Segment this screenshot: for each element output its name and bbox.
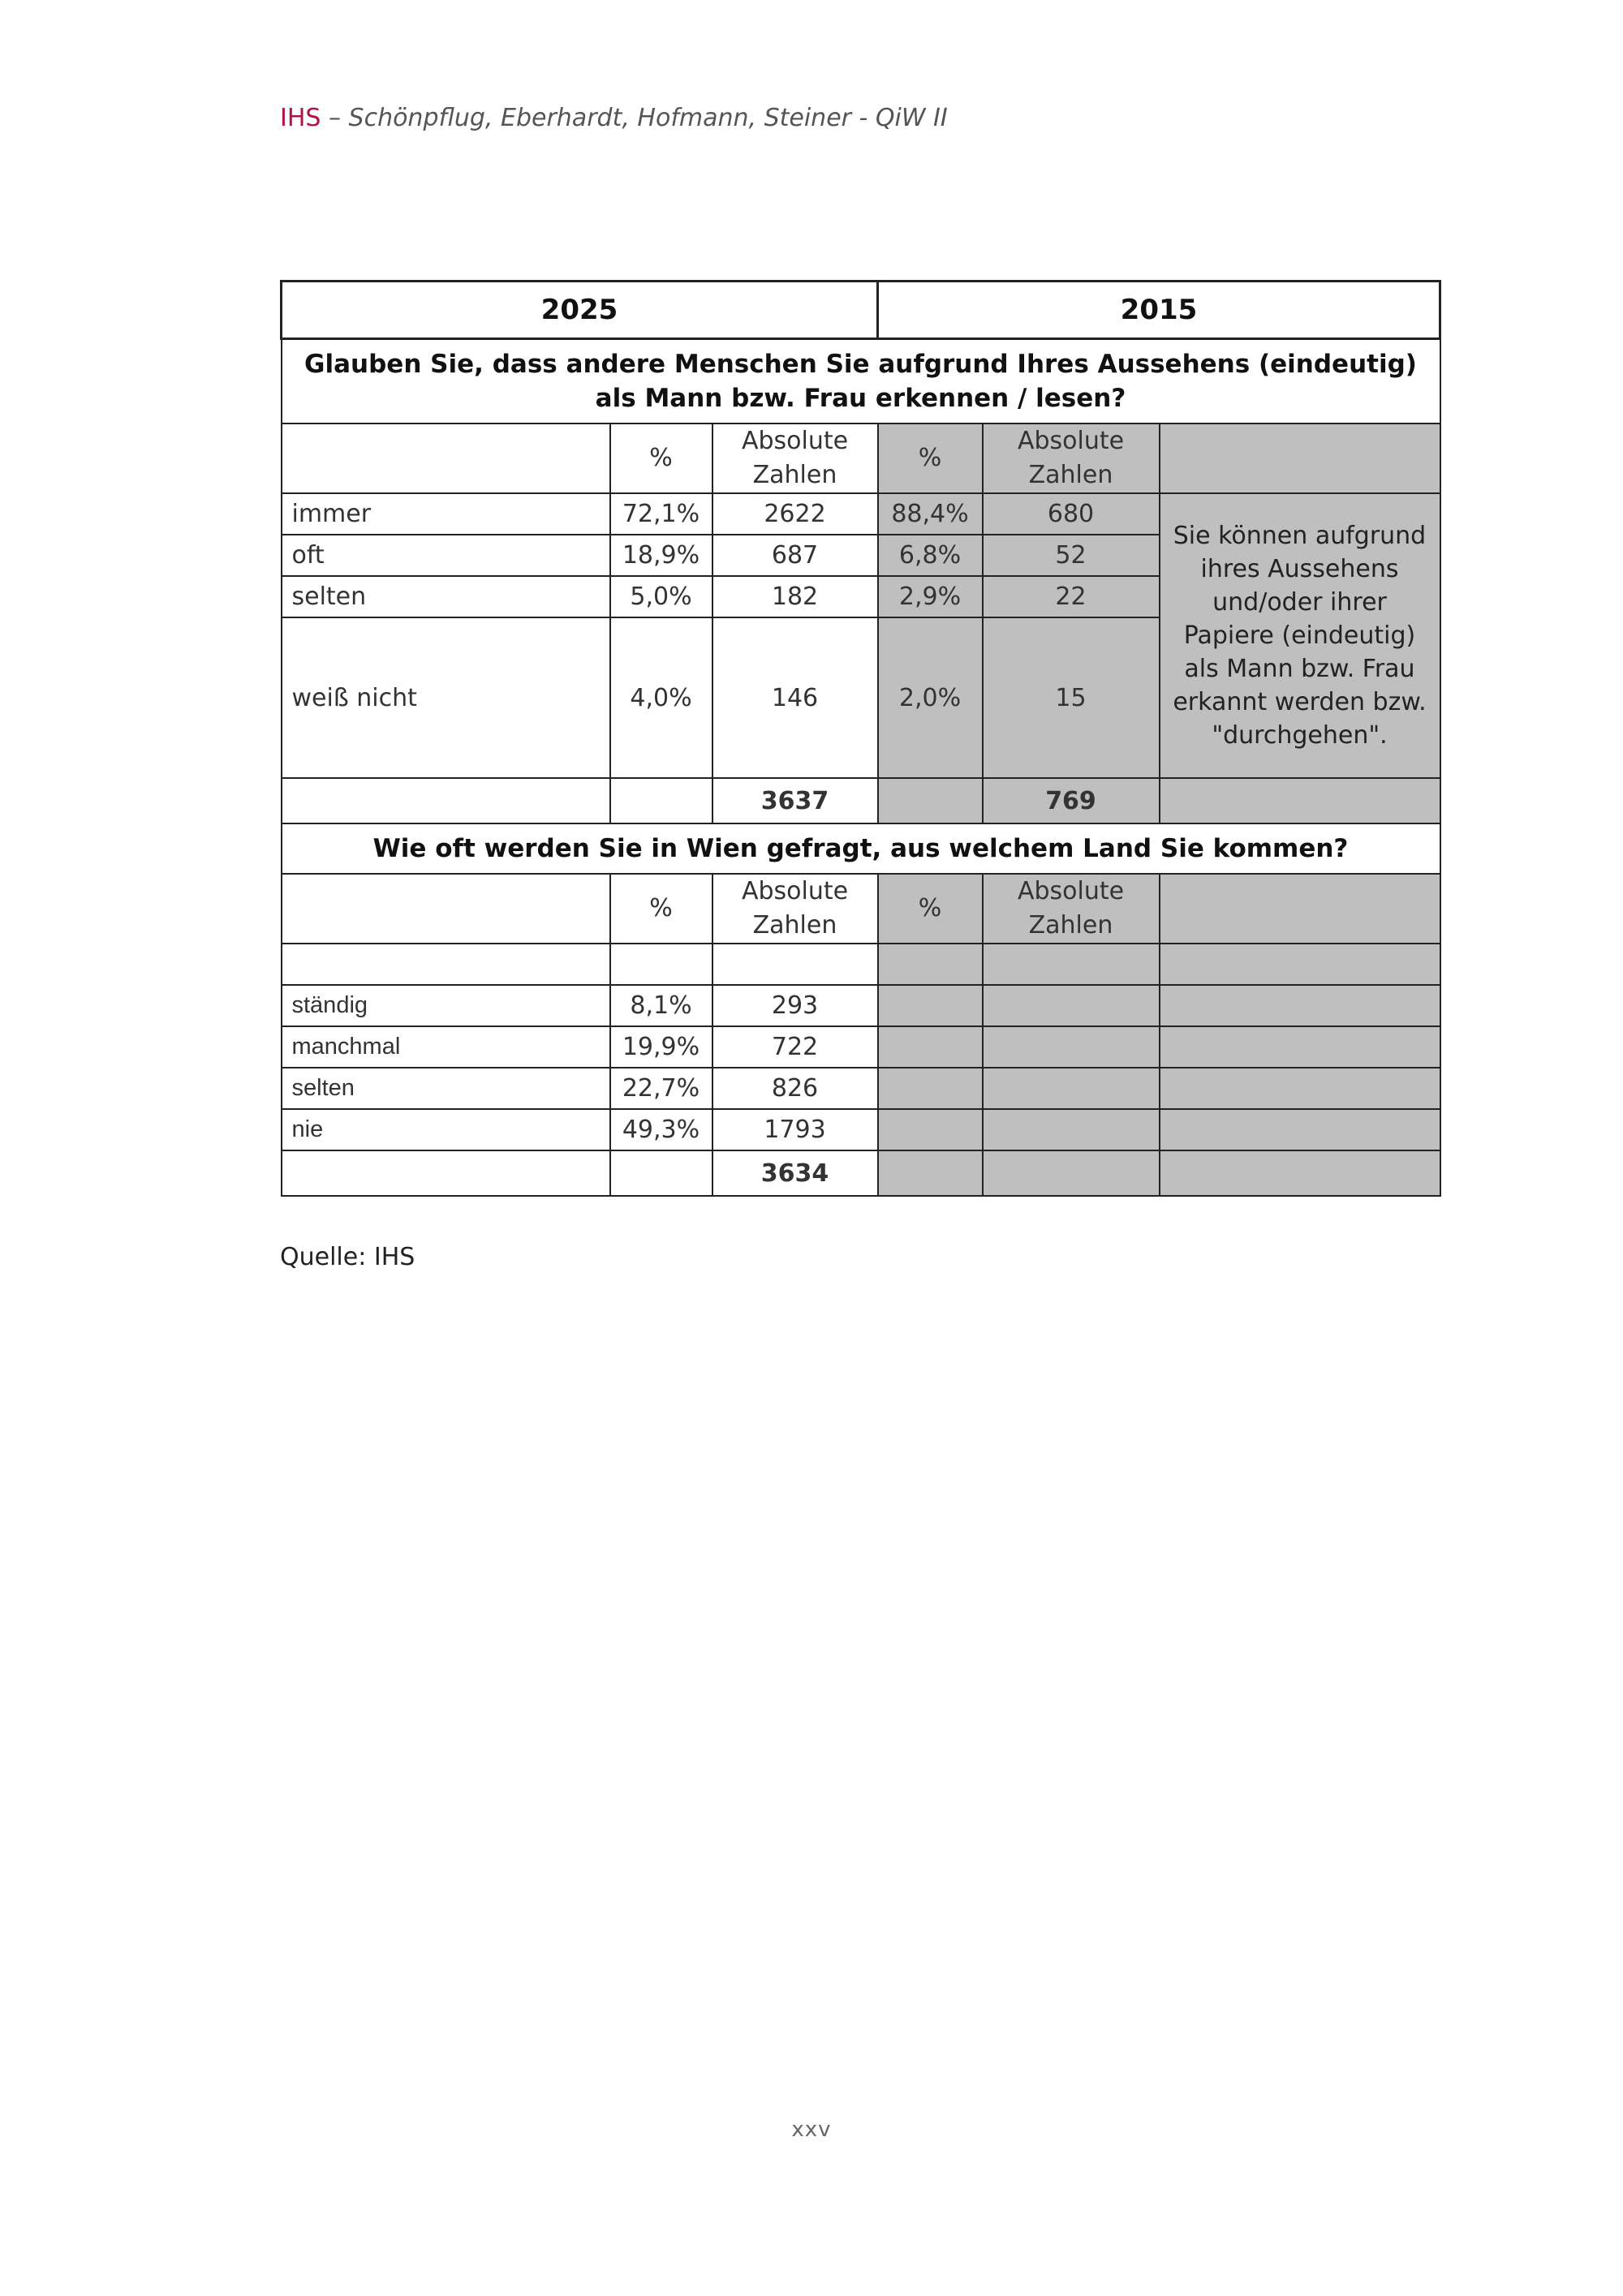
row-label: selten — [282, 1068, 610, 1109]
empty-row — [282, 944, 1440, 985]
blank-cell — [282, 778, 610, 823]
total-2025: 3637 — [712, 778, 878, 823]
blank-cell — [610, 1150, 712, 1196]
running-header — [280, 104, 948, 132]
col-abs-2025: Absolute Zahlen — [712, 874, 878, 944]
blank-cell — [712, 944, 878, 985]
header-authors: Schönpflug, Eberhardt, Hofmann, Steiner - QiW II — [348, 104, 948, 132]
question2-row — [282, 823, 1440, 874]
blank-cell — [983, 1109, 1160, 1150]
table-row — [282, 1068, 1440, 1109]
abs-2025: 2622 — [712, 493, 878, 535]
abs-2025: 722 — [712, 1026, 878, 1068]
row-label: manchmal — [282, 1026, 610, 1068]
header-separator: – — [321, 104, 349, 132]
table-row — [282, 1109, 1440, 1150]
abs-2025: 1793 — [712, 1109, 878, 1150]
question1-row — [282, 339, 1440, 424]
table-row — [282, 1026, 1440, 1068]
col-pct-2015: % — [878, 424, 983, 493]
question1-text: Glauben Sie, dass andere Menschen Sie aufgrund Ihres Aussehens (eindeutig) als Mann bzw. Frau erkennen / lesen? — [282, 339, 1440, 424]
source-note: Quelle: IHS — [280, 1243, 415, 1271]
note-2015: Sie können aufgrund ihres Aussehens und/oder ihrer Papiere (eindeutig) als Mann bzw. Frau erkannt werden bzw. "durchgehen". — [1160, 493, 1440, 778]
pct-2015: 6,8% — [878, 535, 983, 576]
blank-cell — [983, 1150, 1160, 1196]
header-org: IHS — [280, 104, 321, 132]
pct-2025: 4,0% — [610, 617, 712, 778]
blank-cell — [878, 1150, 983, 1196]
pct-2015: 88,4% — [878, 493, 983, 535]
column-header-row-2 — [282, 874, 1440, 944]
pct-2025: 5,0% — [610, 576, 712, 617]
col-abs-2015: Absolute Zahlen — [983, 874, 1160, 944]
blank-cell — [282, 874, 610, 944]
total-row-2 — [282, 1150, 1440, 1196]
pct-2015: 2,0% — [878, 617, 983, 778]
pct-2025: 18,9% — [610, 535, 712, 576]
blank-cell — [878, 1026, 983, 1068]
pct-2025: 72,1% — [610, 493, 712, 535]
pct-2025: 49,3% — [610, 1109, 712, 1150]
col-abs-2015: Absolute Zahlen — [983, 424, 1160, 493]
blank-cell — [983, 1068, 1160, 1109]
total-2025: 3634 — [712, 1150, 878, 1196]
blank-cell — [1160, 1150, 1440, 1196]
year-2025-header: 2025 — [282, 282, 878, 339]
col-pct-2025: % — [610, 874, 712, 944]
row-label: ständig — [282, 985, 610, 1026]
blank-cell — [878, 944, 983, 985]
blank-cell — [1160, 1109, 1440, 1150]
blank-cell — [1160, 778, 1440, 823]
abs-2025: 293 — [712, 985, 878, 1026]
row-label: nie — [282, 1109, 610, 1150]
abs-2015: 15 — [983, 617, 1160, 778]
abs-2025: 687 — [712, 535, 878, 576]
abs-2025: 826 — [712, 1068, 878, 1109]
blank-cell — [878, 778, 983, 823]
total-2015: 769 — [983, 778, 1160, 823]
col-pct-2025: % — [610, 424, 712, 493]
total-row-1 — [282, 778, 1440, 823]
blank-cell — [282, 424, 610, 493]
abs-2015: 52 — [983, 535, 1160, 576]
abs-2025: 146 — [712, 617, 878, 778]
blank-cell — [1160, 1026, 1440, 1068]
row-label: selten — [282, 576, 610, 617]
blank-cell — [878, 1068, 983, 1109]
blank-cell — [983, 1026, 1160, 1068]
row-label: immer — [282, 493, 610, 535]
page-number: xxv — [791, 2118, 832, 2142]
blank-cell — [878, 985, 983, 1026]
blank-cell — [878, 1109, 983, 1150]
column-header-row-1 — [282, 424, 1440, 493]
pct-2025: 19,9% — [610, 1026, 712, 1068]
row-label: weiß nicht — [282, 617, 610, 778]
year-header-row — [282, 282, 1440, 339]
abs-2015: 22 — [983, 576, 1160, 617]
row-label: oft — [282, 535, 610, 576]
blank-cell — [1160, 985, 1440, 1026]
survey-table — [280, 280, 1441, 1197]
blank-cell — [983, 985, 1160, 1026]
table-row — [282, 493, 1440, 535]
abs-2025: 182 — [712, 576, 878, 617]
blank-cell — [1160, 874, 1440, 944]
blank-cell — [1160, 1068, 1440, 1109]
pct-2025: 22,7% — [610, 1068, 712, 1109]
col-abs-2025: Absolute Zahlen — [712, 424, 878, 493]
pct-2015: 2,9% — [878, 576, 983, 617]
blank-cell — [1160, 424, 1440, 493]
blank-cell — [282, 944, 610, 985]
question2-text: Wie oft werden Sie in Wien gefragt, aus welchem Land Sie kommen? — [282, 823, 1440, 874]
blank-cell — [610, 778, 712, 823]
blank-cell — [282, 1150, 610, 1196]
col-pct-2015: % — [878, 874, 983, 944]
blank-cell — [1160, 944, 1440, 985]
blank-cell — [610, 944, 712, 985]
pct-2025: 8,1% — [610, 985, 712, 1026]
year-2015-header: 2015 — [878, 282, 1440, 339]
abs-2015: 680 — [983, 493, 1160, 535]
blank-cell — [983, 944, 1160, 985]
table-row — [282, 985, 1440, 1026]
